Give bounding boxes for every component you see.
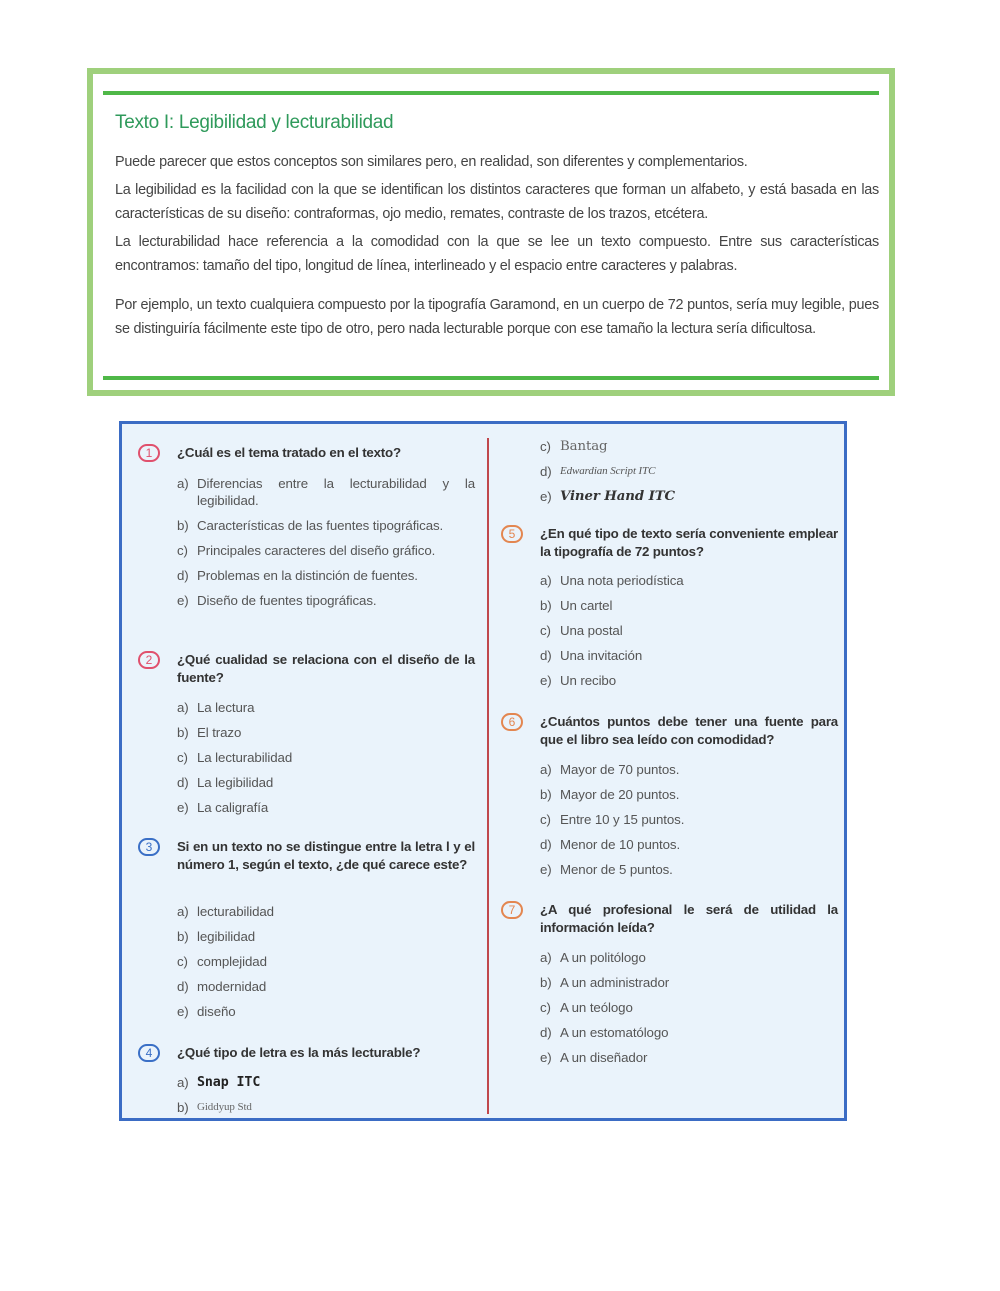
- options-4-left: [177, 1074, 475, 1116]
- option-5d[interactable]: d) Una invitación: [540, 648, 643, 663]
- option-2c[interactable]: c) La lecturabilidad: [177, 750, 293, 765]
- option-3b[interactable]: b) legibilidad: [177, 929, 256, 944]
- bottom-rule: [103, 376, 879, 380]
- quiz-section: [119, 421, 847, 1121]
- text-title: Texto I: Legibilidad y lecturabilidad: [115, 112, 394, 133]
- option-1e[interactable]: e) Diseño de fuentes tipográficas.: [177, 593, 377, 608]
- option-4e[interactable]: e) Viner Hand ITC: [540, 489, 675, 504]
- option-6d[interactable]: d) Menor de 10 puntos.: [540, 837, 681, 852]
- option-6a[interactable]: a) Mayor de 70 puntos.: [540, 762, 680, 777]
- question-text-6: ¿Cuántos puntos debe tener una fuente para que el libro sea leído con comodidad?: [540, 714, 838, 747]
- text-paragraph-3: La lecturabilidad hace referencia a la comodidad con la que se lee un texto compuesto. Entre sus características encontramos: tamaño del tipo, longitud de línea, interlineado y el espacio entre caracteres y palabras.: [115, 234, 879, 274]
- question-number-5: 5: [501, 525, 523, 543]
- question-text-7: ¿A qué profesional le será de utilidad la información leída?: [540, 902, 838, 935]
- option-1d[interactable]: d) Problemas en la distinción de fuentes.: [177, 568, 418, 583]
- question-number-6: 6: [501, 713, 523, 731]
- option-5a[interactable]: a) Una nota periodística: [540, 573, 684, 588]
- option-7c[interactable]: c) A un teólogo: [540, 1000, 633, 1015]
- question-text-2: ¿Qué cualidad se relaciona con el diseño de la fuente?: [177, 652, 475, 685]
- question-text-1: ¿Cuál es el tema tratado en el texto?: [177, 445, 401, 460]
- question-number-2: 2: [138, 651, 160, 669]
- option-3a[interactable]: a) lecturabilidad: [177, 904, 274, 919]
- options-6: [540, 761, 838, 878]
- option-3d[interactable]: d) modernidad: [177, 979, 267, 994]
- option-4d[interactable]: d) Edwardian Script ITC: [540, 464, 656, 479]
- option-7a[interactable]: a) A un politólogo: [540, 950, 646, 965]
- options-5: [540, 572, 838, 689]
- option-4a[interactable]: a) Snap ITC: [177, 1075, 261, 1090]
- question-5: [501, 525, 838, 688]
- text-paragraph-4: Por ejemplo, un texto cualquiera compuesto por la tipografía Garamond, en un cuerpo de 72 puntos, sería muy legible, pues se distinguiría fácilmente este tipo de otro, pero nada lecturable porque con ese tamaño la lectura sería dificultosa.: [115, 297, 879, 337]
- option-2a[interactable]: a) La lectura: [177, 700, 255, 715]
- question-number-4: 4: [138, 1044, 160, 1062]
- options-1: [177, 475, 475, 609]
- column-divider: [487, 438, 489, 1114]
- option-4b[interactable]: b) Giddyup Std: [177, 1100, 252, 1115]
- question-2: [138, 651, 475, 815]
- option-4c[interactable]: c) Bantag: [540, 439, 608, 454]
- option-7e[interactable]: e) A un diseñador: [540, 1050, 648, 1065]
- question-7: [501, 901, 838, 1065]
- option-3e[interactable]: e) diseño: [177, 1004, 236, 1019]
- options-7: [540, 949, 838, 1066]
- option-2b[interactable]: b) El trazo: [177, 725, 242, 740]
- question-4: [138, 1044, 475, 1115]
- question-text-4: ¿Qué tipo de letra es la más lecturable?: [177, 1045, 421, 1060]
- top-rule: [103, 91, 879, 95]
- option-2d[interactable]: d) La legibilidad: [177, 775, 274, 790]
- question-text-5: ¿En qué tipo de texto sería conveniente emplear la tipografía de 72 puntos?: [540, 526, 838, 559]
- question-number-7: 7: [501, 901, 523, 919]
- options-3: [177, 903, 475, 1020]
- option-2e[interactable]: e) La caligrafía: [177, 800, 269, 815]
- option-7d[interactable]: d) A un estomatólogo: [540, 1025, 669, 1040]
- option-1a[interactable]: a) Diferencias entre la lecturabilidad y la legibilidad.: [177, 476, 475, 508]
- option-1b[interactable]: b) Características de las fuentes tipográficas.: [177, 518, 444, 533]
- question-3: [138, 838, 475, 1019]
- text-paragraph-2: La legibilidad es la facilidad con la que se identifican los distintos caracteres que forman un alfabeto, y está basada en las características de su diseño: contraformas, ojo medio, remates, contraste de los trazos, etcétera.: [115, 182, 879, 222]
- option-6b[interactable]: b) Mayor de 20 puntos.: [540, 787, 680, 802]
- option-5e[interactable]: e) Un recibo: [540, 673, 617, 688]
- option-6c[interactable]: c) Entre 10 y 15 puntos.: [540, 812, 685, 827]
- option-5c[interactable]: c) Una postal: [540, 623, 623, 638]
- question-number-3: 3: [138, 838, 160, 856]
- options-4-right: [540, 438, 838, 505]
- question-1: [138, 444, 475, 608]
- option-7b[interactable]: b) A un administrador: [540, 975, 670, 990]
- text-paragraph-1: Puede parecer que estos conceptos son similares pero, en realidad, son diferentes y complementarios.: [115, 154, 748, 170]
- option-3c[interactable]: c) complejidad: [177, 954, 267, 969]
- option-1c[interactable]: c) Principales caracteres del diseño gráfico.: [177, 543, 436, 558]
- question-number-1: 1: [138, 444, 160, 462]
- options-2: [177, 699, 475, 816]
- option-5b[interactable]: b) Un cartel: [540, 598, 613, 613]
- question-text-3: Si en un texto no se distingue entre la letra l y el número 1, según el texto, ¿de qué carece este?: [177, 839, 475, 872]
- text-section: [87, 68, 895, 396]
- option-6e[interactable]: e) Menor de 5 puntos.: [540, 862, 673, 877]
- question-6: [501, 713, 838, 877]
